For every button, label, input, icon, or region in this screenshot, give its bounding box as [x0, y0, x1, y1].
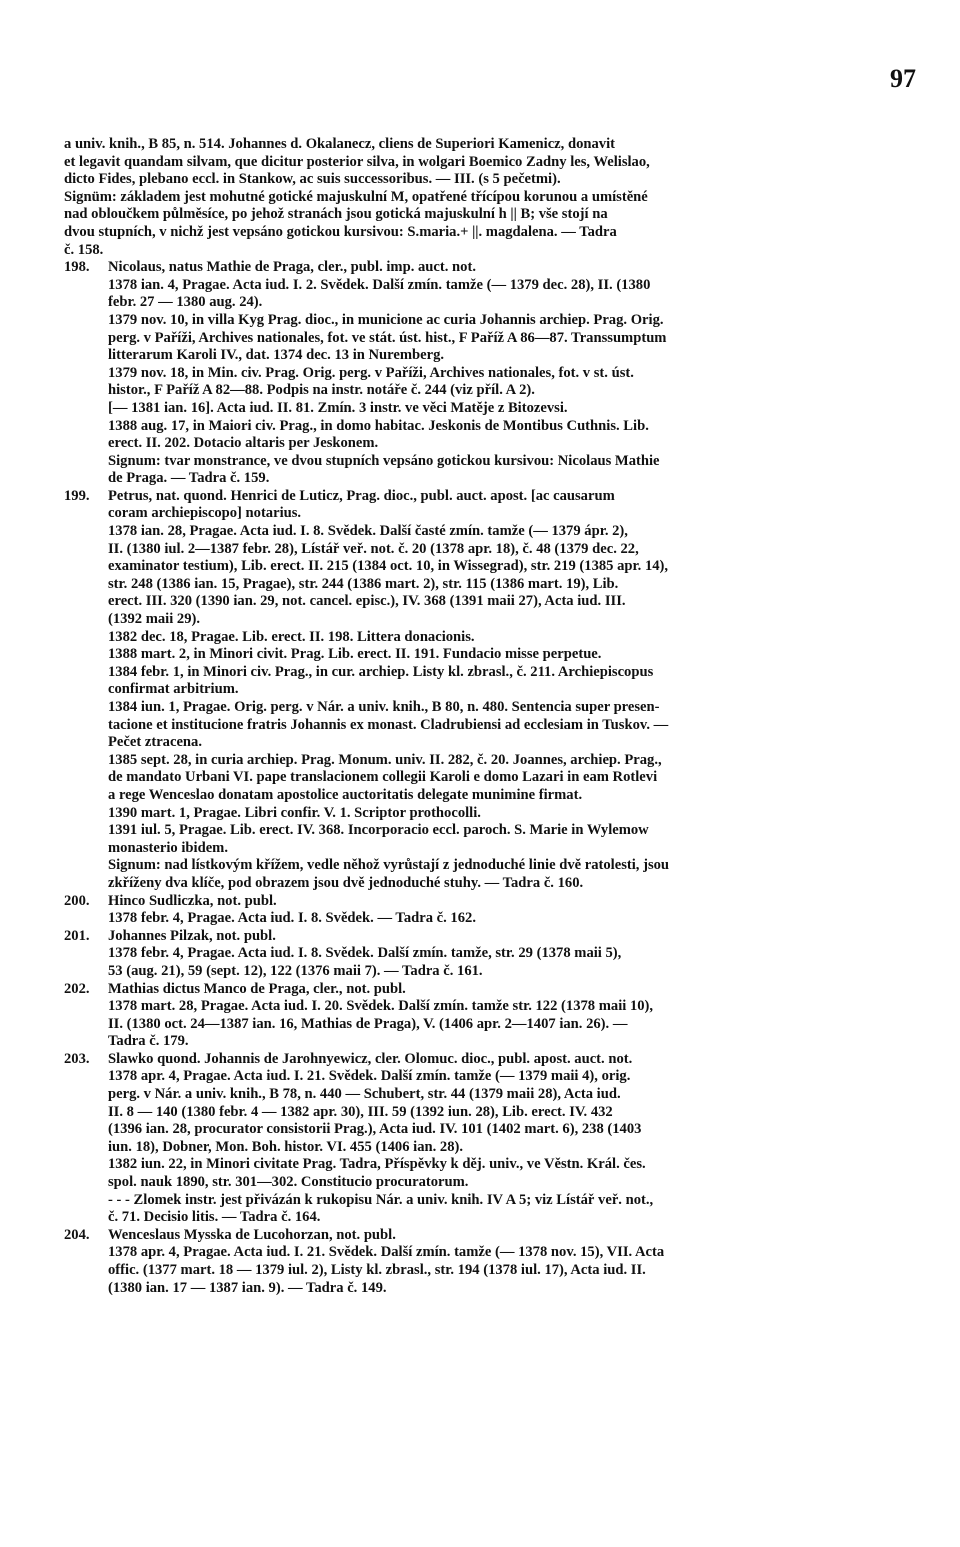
entry-text-line: 1378 febr. 4, Pragae. Acta iud. I. 8. Svědek. — Tadra č. 162. — [108, 910, 476, 927]
entry-text-line: 1385 sept. 28, in curia archiep. Prag. Monum. univ. II. 282, č. 20. Joannes, archiep. Prag., — [108, 751, 662, 768]
entry-text-line: 1382 dec. 18, Pragae. Lib. erect. II. 198. Littera donacionis. — [108, 628, 475, 645]
entry-text-line: Tadra č. 179. — [108, 1033, 189, 1050]
entry-text-line: iun. 18), Dobner, Mon. Boh. histor. VI. 455 (1406 ian. 28). — [108, 1138, 464, 1155]
entry-heading: Johannes Pilzak, not. publ. — [108, 927, 276, 944]
entry-text-line: 1391 iul. 5, Pragae. Lib. erect. IV. 368. Incorporacio eccl. paroch. S. Marie in Wylemow — [108, 822, 649, 839]
entry-text-line: (1392 maii 29). — [108, 611, 201, 628]
entry-text-line: 1378 ian. 28, Pragae. Acta iud. I. 8. Svědek. Další časté zmín. tamže (— 1379 ápr. 2), — [108, 523, 628, 540]
entry-text-line: zkříženy dva klíče, pod obrazem jsou dvě jednoduché stuhy. — Tadra č. 160. — [108, 874, 584, 891]
entry-text-line: 1384 febr. 1, in Minori civ. Prag., in cur. archiep. Listy kl. zbrasl., č. 211. Archiepiscopus — [108, 663, 654, 680]
entry-text-line: 1384 iun. 1, Pragae. Orig. perg. v Nár. a univ. knih., B 80, n. 480. Sentencia super presen- — [108, 699, 660, 715]
entry-number: 202. — [64, 980, 90, 997]
entry-number: 203. — [64, 1050, 90, 1067]
entry-text-line: de Praga. — Tadra č. 159. — [108, 470, 270, 487]
entry-heading: Mathias dictus Manco de Praga, cler., not. publ. — [108, 980, 406, 997]
entry-text-line: (1380 ian. 17 — 1387 ian. 9). — Tadra č. 149. — [108, 1279, 387, 1296]
entry-text-line: 1378 mart. 28, Pragae. Acta iud. I. 20. Svědek. Další zmín. tamže str. 122 (1378 maii 10), — [108, 998, 654, 1015]
entry-text-line: monasterio ibidem. — [108, 839, 228, 856]
entry-text-line: 1378 apr. 4, Pragae. Acta iud. I. 21. Svědek. Další zmín. tamže (— 1378 nov. 15), VII. Acta — [108, 1244, 665, 1261]
entry-text-line: II. 8 — 140 (1380 febr. 4 — 1382 apr. 30), III. 59 (1392 iun. 28), Lib. erect. IV. 432 — [108, 1103, 613, 1120]
entry-list — [64, 259, 896, 1297]
entry-text-line: a rege Wenceslao donatam apostolice auctoritatis delegate munimine firmat. — [108, 786, 583, 803]
entry-text-line: 1382 iun. 22, in Minori civitate Prag. Tadra, Příspěvky k děj. univ., ve Věstn. Král. čes. — [108, 1156, 646, 1173]
register-entry — [64, 259, 896, 488]
register-entry — [64, 928, 896, 981]
text-line: et legavit quandam silvam, que dicitur posterior silva, in wolgari Boemico Zadny les, Welislao, — [64, 153, 650, 170]
text-line: a univ. knih., B 85, n. 514. Johannes d. Okalanecz, cliens de Superiori Kamenicz, donavit — [64, 136, 615, 152]
entry-text-line: febr. 27 — 1380 aug. 24). — [108, 294, 263, 311]
entry-text-line: spol. nauk 1890, str. 301—302. Constitucio procuratorum. — [108, 1174, 469, 1191]
page-number: 97 — [890, 64, 916, 93]
entry-text-line: 1379 nov. 10, in villa Kyg Prag. dioc., in municione ac curia Johannis archiep. Prag. Orig. — [108, 311, 664, 328]
entry-text-line: offic. (1377 mart. 18 — 1379 iul. 2), Listy kl. zbrasl., str. 194 (1378 iul. 17), Acta iud. II. — [108, 1262, 646, 1278]
entry-text-line: - - - Zlomek instr. jest přivázán k rukopisu Nár. a univ. knih. IV A 5; viz Lístář veř. not., — [108, 1191, 654, 1208]
entry-number: 200. — [64, 892, 90, 909]
entry-text-line: confirmat arbitrium. — [108, 681, 239, 698]
entry-heading: Hinco Sudliczka, not. publ. — [108, 892, 277, 909]
text-line: dvou stupních, v nichž jest vepsáno gotickou kursivou: S.maria.+ ||. magdalena. — Tadra — [64, 223, 617, 240]
entry-text-line: [— 1381 ian. 16]. Acta iud. II. 81. Zmín. 3 instr. ve věci Matěje z Bitozevsi. — [108, 399, 568, 416]
entry-text-line: 53 (aug. 21), 59 (sept. 12), 122 (1376 maii 7). — Tadra č. 161. — [108, 962, 483, 979]
register-entry — [64, 1051, 896, 1227]
entry-text-line: II. (1380 oct. 24—1387 ian. 16, Mathias de Praga), V. (1406 apr. 2—1407 ian. 26). — — [108, 1015, 628, 1032]
text-line: nad obloučkem půlměsíce, po jehož stranách jsou gotická majuskulní h || B; vše stojí na — [64, 206, 608, 223]
entry-text-line: str. 248 (1386 ian. 15, Pragae), str. 244 (1386 mart. 2), str. 115 (1386 mart. 19), Lib. — [108, 575, 619, 592]
entry-text-line: tacione et institucione fratris Johannis ex monast. Cladrubiensi ad ecclesiam in Tuskov. — — [108, 716, 669, 733]
entry-text-line: coram archiepiscopo] notarius. — [108, 505, 302, 522]
entry-text-line: Pečet ztracena. — [108, 734, 202, 751]
entry-number: 204. — [64, 1226, 90, 1243]
entry-text-line: perg. v Nár. a univ. knih., B 78, n. 440 — Schubert, str. 44 (1379 maii 28), Acta iud. — [108, 1086, 621, 1103]
entry-number: 198. — [64, 259, 90, 276]
entry-text-line: II. (1380 iul. 2—1387 febr. 28), Lístář veř. not. č. 20 (1378 apr. 18), č. 48 (1379 dec. 22, — [108, 540, 639, 557]
entry-text-line: erect. III. 320 (1390 ian. 29, not. cancel. episc.), IV. 368 (1391 maii 27), Acta iud. III. — [108, 593, 626, 610]
entry-text-line: (1396 ian. 28, procurator consistorii Prag.), Acta iud. IV. 101 (1402 mart. 6), 238 (1403 — [108, 1121, 642, 1138]
entry-text-line: de mandato Urbani VI. pape translacionem collegii Karoli e domo Lazari in eam Rotlevi — [108, 769, 658, 786]
entry-text-line: Signum: nad lístkovým křížem, vedle něhož vyrůstají z jednoduché linie dvě ratolesti, jsou — [108, 857, 670, 874]
entry-text-line: č. 71. Decisio litis. — Tadra č. 164. — [108, 1209, 321, 1226]
intro-paragraph — [64, 136, 896, 259]
text-line: dicto Fides, plebano eccl. in Stankow, ac suis successoribus. — III. (s 5 pečetmi). — [64, 171, 561, 188]
register-entry — [64, 981, 896, 1051]
entry-number: 201. — [64, 927, 90, 944]
entry-text-line: 1378 ian. 4, Pragae. Acta iud. I. 2. Svědek. Další zmín. tamže (— 1379 dec. 28), II. (1380 — [108, 276, 651, 293]
entry-heading: Wenceslaus Mysska de Lucohorzan, not. publ. — [108, 1226, 396, 1243]
entry-text-line: 1388 mart. 2, in Minori civit. Prag. Lib. erect. II. 191. Fundacio misse perpetue. — [108, 646, 602, 663]
text-line: Signüm: základem jest mohutné gotické majuskulní M, opatřené třícípou korunou a umístěné — [64, 188, 648, 205]
page-body — [64, 136, 896, 1297]
entry-heading: Petrus, nat. quond. Henrici de Luticz, Prag. dioc., publ. auct. apost. [ac causarum — [108, 487, 615, 504]
entry-heading: Nicolaus, natus Mathie de Praga, cler., publ. imp. auct. not. — [108, 259, 476, 276]
entry-number: 199. — [64, 487, 90, 504]
entry-text-line: 1390 mart. 1, Pragae. Libri confir. V. 1. Scriptor prothocolli. — [108, 804, 481, 821]
entry-text-line: examinator testium), Lib. erect. II. 215 (1384 oct. 10, in Wissegrad), str. 219 (1385 apr. 14), — [108, 558, 669, 575]
entry-heading: Slawko quond. Johannis de Jarohnyewicz, cler. Olomuc. dioc., publ. apost. auct. not. — [108, 1050, 633, 1067]
register-entry — [64, 1227, 896, 1297]
register-entry — [64, 893, 896, 928]
entry-text-line: histor., F Paříž A 82—88. Podpis na instr. notáře č. 244 (viz příl. A 2). — [108, 382, 535, 399]
entry-text-line: 1379 nov. 18, in Min. civ. Prag. Orig. perg. v Paříži, Archives nationales, fot. v st. úst. — [108, 364, 634, 381]
entry-text-line: litterarum Karoli IV., dat. 1374 dec. 13 in Nuremberg. — [108, 347, 445, 364]
entry-text-line: 1378 febr. 4, Pragae. Acta iud. I. 8. Svědek. Další zmín. tamže, str. 29 (1378 maii 5), — [108, 945, 622, 962]
entry-text-line: perg. v Paříži, Archives nationales, fot. ve stát. úst. hist., F Paříž A 86—87. Transsumptum — [108, 329, 667, 346]
entry-text-line: erect. II. 202. Dotacio altaris per Jeskonem. — [108, 435, 379, 452]
register-entry — [64, 488, 896, 893]
entry-text-line: 1388 aug. 17, in Maiori civ. Prag., in domo habitac. Jeskonis de Montibus Cuthnis. Lib. — [108, 417, 649, 434]
entry-text-line: Signum: tvar monstrance, ve dvou stupních vepsáno gotickou kursivou: Nicolaus Mathie — [108, 452, 660, 469]
entry-text-line: 1378 apr. 4, Pragae. Acta iud. I. 21. Svědek. Další zmín. tamže (— 1379 maii 4), orig. — [108, 1068, 631, 1085]
text-line: č. 158. — [64, 241, 104, 258]
